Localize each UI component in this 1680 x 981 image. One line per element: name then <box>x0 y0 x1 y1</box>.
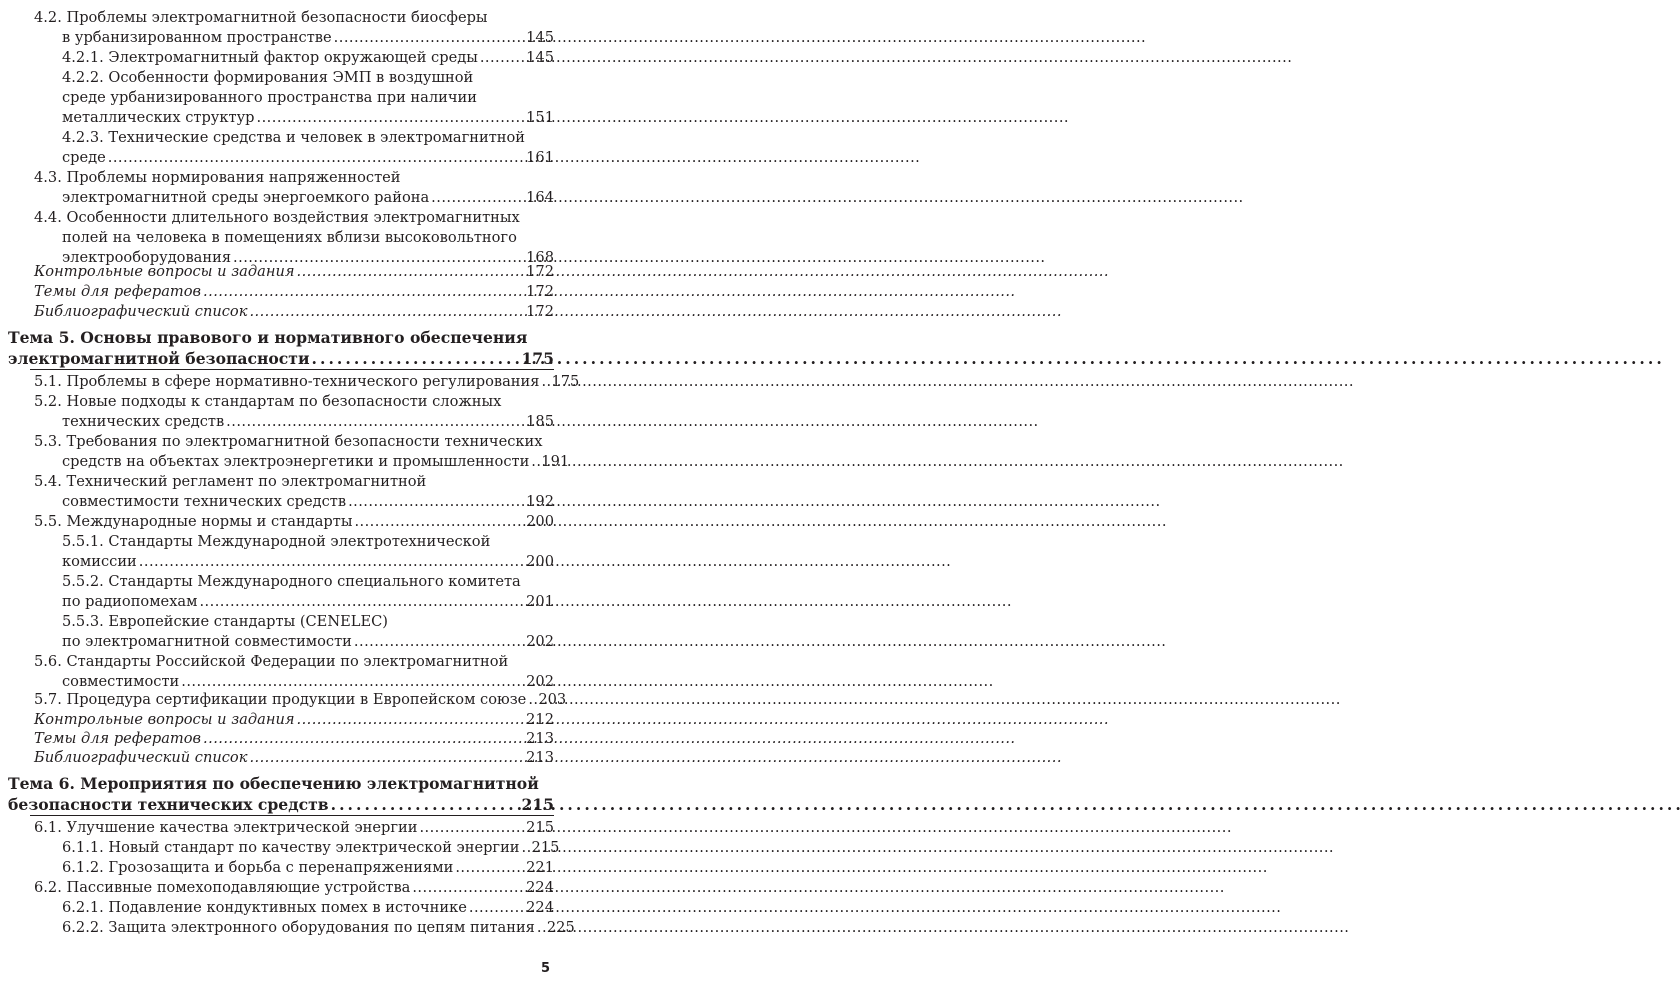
dot-leader <box>480 48 522 68</box>
toc-entry-text: электрооборудования <box>62 249 232 266</box>
toc-entry-5-5-3[interactable] <box>62 612 554 652</box>
toc-entry-5-4[interactable] <box>34 472 554 512</box>
dot-leader <box>348 492 522 512</box>
toc-entry-5-1[interactable] <box>34 372 580 392</box>
toc-entry-text: 5.7. Процедура сертификации продукции в Европейском союзе <box>34 691 527 708</box>
toc-entry-6-1[interactable] <box>34 818 554 838</box>
toc-entry-text: 6.2.1. Подавление кондуктивных помех в источнике <box>62 899 467 916</box>
page-ref: 145 <box>526 29 554 46</box>
dot-leader <box>108 148 522 168</box>
toc-entry-text: Библиографический список <box>34 749 248 766</box>
toc-entry-text: 4.2.2. Особенности формирования ЭМП в воздушной <box>62 69 474 86</box>
dot-leader <box>226 412 522 432</box>
toc-entry-text: 5.1. Проблемы в сфере нормативно-технического регулирования <box>34 373 540 390</box>
toc-entry-6-1-2[interactable] <box>62 858 554 878</box>
toc-entry-text: 4.2.1. Электромагнитный фактор окружающей среды <box>62 49 478 66</box>
dot-leader <box>312 348 518 369</box>
page-ref: 203 <box>538 691 567 708</box>
toc-entry-text: по радиопомехам <box>62 593 198 610</box>
toc-entry-text: средств на объектах электроэнергетики и промышленности <box>62 453 530 470</box>
page-ref: 192 <box>526 493 554 510</box>
toc-topic-title: электромагнитной безопасности <box>8 349 310 368</box>
page-ref: 213 <box>526 730 554 747</box>
dot-leader <box>181 672 522 692</box>
toc-topic-title: безопасности технических средств <box>8 795 329 814</box>
dot-leader <box>249 748 522 768</box>
toc-entry-4-2-2[interactable] <box>62 68 554 128</box>
toc-entry-text: совместимости технических средств <box>62 493 347 510</box>
toc-entry-text: 4.2.3. Технические средства и человек в электромагнитной <box>62 129 526 146</box>
toc-entry-text: металлических структур <box>62 109 255 126</box>
page-ref: 151 <box>526 109 554 126</box>
toc-entry-4-2[interactable] <box>34 8 554 48</box>
dot-leader <box>354 512 522 532</box>
page-ref: 212 <box>526 711 554 728</box>
toc-entry-text: совместимости <box>62 673 180 690</box>
dot-leader <box>354 632 522 652</box>
page-ref: 164 <box>526 189 554 206</box>
toc-entry-5-5-2[interactable] <box>62 572 554 612</box>
dot-leader <box>541 372 547 392</box>
topic-divider <box>30 815 554 816</box>
page-ref: 225 <box>546 919 575 936</box>
toc-entry-text: 4.4. Особенности длительного воздействия электромагнитных <box>34 209 520 226</box>
toc-entry-text: технических средств <box>62 413 225 430</box>
toc-entry-6-2-2[interactable] <box>62 918 575 938</box>
page-ref: 200 <box>526 513 554 530</box>
toc-entry-text: электромагнитной среды энергоемкого района <box>62 189 430 206</box>
page-ref: 185 <box>526 413 554 430</box>
toc-topic-title: Тема 6. Мероприятия по обеспечению электромагнитной <box>8 774 539 793</box>
toc-entry-4-4[interactable] <box>34 208 554 268</box>
toc-entry-text: по электромагнитной совместимости <box>62 633 352 650</box>
page-ref: 168 <box>526 249 554 266</box>
dot-leader <box>297 710 523 730</box>
topic-divider <box>30 369 554 370</box>
toc-entry-5-5-1[interactable] <box>62 532 554 572</box>
table-of-contents <box>0 0 580 981</box>
dot-leader <box>203 282 522 302</box>
toc-entry-text: 6.1. Улучшение качества электрической энергии <box>34 819 418 836</box>
toc-entry-text: 6.2.2. Защита электронного оборудования по цепям питания <box>62 919 535 936</box>
toc-entry-text: 5.2. Новые подходы к стандартам по безопасности сложных <box>34 393 502 410</box>
toc-entry-essay-topics[interactable] <box>34 282 554 302</box>
toc-entry-text: 4.3. Проблемы нормирования напряженностей <box>34 169 401 186</box>
dot-leader <box>412 878 522 898</box>
toc-entry-6-2-1[interactable] <box>62 898 554 918</box>
toc-topic-5[interactable] <box>8 327 554 369</box>
page-ref: 175 <box>521 349 554 368</box>
toc-entry-text: Темы для рефератов <box>34 730 202 747</box>
toc-entry-5-6[interactable] <box>34 652 554 692</box>
toc-entry-text: 5.4. Технический регламент по электромагнитной <box>34 473 427 490</box>
page-ref: 172 <box>526 303 554 320</box>
toc-entry-text: среде <box>62 149 106 166</box>
toc-entry-text: 6.2. Пассивные помехоподавляющие устройства <box>34 879 411 896</box>
toc-entry-text: 5.3. Требования по электромагнитной безопасности технических <box>34 433 543 450</box>
toc-entry-4-2-1[interactable] <box>62 48 554 68</box>
page-ref: 215 <box>531 839 560 856</box>
toc-entry-text: 5.5.2. Стандарты Международного специального комитета <box>62 573 521 590</box>
toc-entry-text: Темы для рефератов <box>34 283 202 300</box>
page-ref: 200 <box>526 553 554 570</box>
dot-leader <box>334 28 522 48</box>
toc-entry-text: 5.6. Стандарты Российской Федерации по электромагнитной <box>34 653 509 670</box>
dot-leader <box>419 818 522 838</box>
toc-entry-control-questions[interactable] <box>34 710 554 730</box>
toc-entry-text: среде урбанизированного пространства при наличии <box>62 89 477 106</box>
toc-entry-bibliography[interactable] <box>34 748 554 768</box>
page-ref: 224 <box>526 899 554 916</box>
dot-leader <box>297 262 523 282</box>
toc-entry-6-2[interactable] <box>34 878 554 898</box>
page-ref: 221 <box>526 859 554 876</box>
toc-entry-text: 5.5.1. Стандарты Международной электротехнической <box>62 533 491 550</box>
page-ref: 215 <box>526 819 554 836</box>
dot-leader <box>249 302 522 322</box>
page-ref: 224 <box>526 879 554 896</box>
toc-entry-essay-topics[interactable] <box>34 729 554 749</box>
dot-leader <box>537 918 543 938</box>
toc-entry-5-7[interactable] <box>34 690 567 710</box>
toc-entry-4-3[interactable] <box>34 168 554 208</box>
dot-leader <box>455 858 522 878</box>
toc-entry-6-1-1[interactable] <box>62 838 560 858</box>
dot-leader <box>331 794 518 815</box>
toc-entry-text: 5.5.3. Европейские стандарты (CENELEC) <box>62 613 388 630</box>
page-ref: 175 <box>551 373 580 390</box>
page-ref: 202 <box>526 633 554 650</box>
toc-entry-5-5[interactable] <box>34 512 554 532</box>
toc-entry-control-questions[interactable] <box>34 262 554 282</box>
dot-leader <box>469 898 522 918</box>
dot-leader <box>431 188 522 208</box>
toc-entry-4-2-3[interactable] <box>62 128 554 168</box>
toc-entry-text: Контрольные вопросы и задания <box>34 711 295 728</box>
page-ref: 215 <box>521 795 554 814</box>
page-ref: 145 <box>526 49 554 66</box>
toc-topic-title: Тема 5. Основы правового и нормативного обеспечения <box>8 328 528 347</box>
toc-entry-text: Контрольные вопросы и задания <box>34 263 295 280</box>
toc-entry-5-2[interactable] <box>34 392 554 432</box>
toc-entry-text: 6.1.2. Грозозащита и борьба с перенапряжениями <box>62 859 454 876</box>
page-ref: 161 <box>526 149 554 166</box>
toc-entry-text: 5.5. Международные нормы и стандарты <box>34 513 353 530</box>
dot-leader <box>528 690 534 710</box>
page-ref: 213 <box>526 749 554 766</box>
toc-entry-bibliography[interactable] <box>34 302 554 322</box>
toc-entry-text: Библиографический список <box>34 303 248 320</box>
page-ref: 202 <box>526 673 554 690</box>
toc-topic-6[interactable] <box>8 773 554 815</box>
toc-entry-text: комиссии <box>62 553 137 570</box>
toc-entry-text: 6.1.1. Новый стандарт по качеству электрической энергии <box>62 839 520 856</box>
page-ref: 172 <box>526 263 554 280</box>
toc-entry-text: 4.2. Проблемы электромагнитной безопасности биосферы <box>34 9 488 26</box>
page-number: 5 <box>540 961 550 976</box>
dot-leader <box>139 552 522 572</box>
page-ref: 191 <box>541 453 570 470</box>
page-ref: 172 <box>526 283 554 300</box>
dot-leader <box>199 592 522 612</box>
dot-leader <box>257 108 523 128</box>
dot-leader <box>203 729 522 749</box>
dot-leader <box>522 838 528 858</box>
page-ref: 201 <box>526 593 554 610</box>
toc-entry-text: в урбанизированном пространстве <box>62 29 332 46</box>
toc-entry-5-3[interactable] <box>34 432 570 472</box>
toc-entry-text: полей на человека в помещениях вблизи высоковольтного <box>62 229 517 246</box>
dot-leader <box>531 452 537 472</box>
